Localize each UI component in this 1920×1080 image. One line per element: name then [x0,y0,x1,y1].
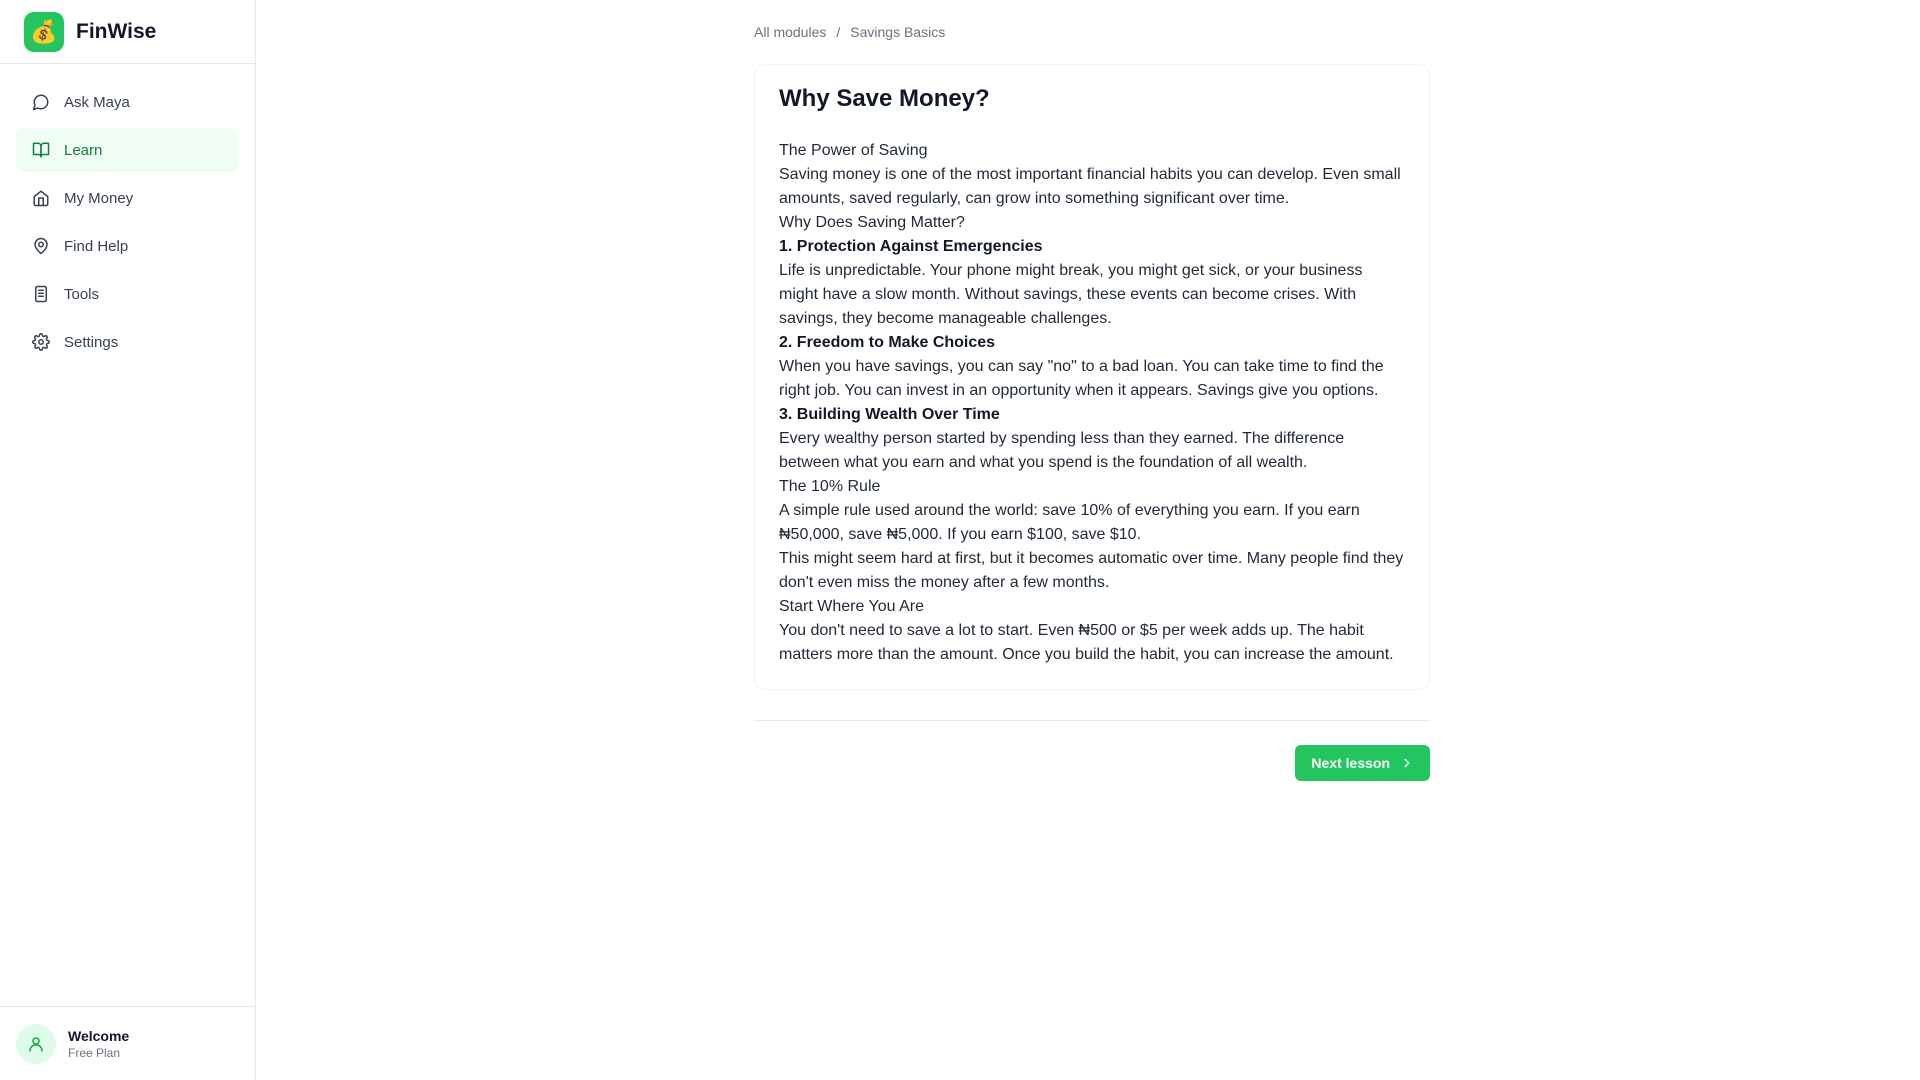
sidebar-nav [0,64,255,380]
user-plan: Free Plan [68,1045,121,1060]
breadcrumb-separator: / [836,24,841,40]
map-pin-icon [32,237,50,255]
user-info [68,1028,129,1060]
home-icon [32,189,50,207]
lesson-content [754,0,1430,781]
lesson-card [754,64,1430,690]
sidebar-item-find-help[interactable] [16,224,239,268]
user-icon [27,1035,45,1053]
lesson-subheading: 2. Freedom to Make Choices [779,334,996,351]
sidebar-item-label: Tools [64,285,100,303]
lesson-paragraph: Why Does Saving Matter? [779,214,965,231]
breadcrumb-all-modules[interactable]: All modules [754,24,827,40]
next-lesson-button[interactable] [1295,745,1430,781]
brand[interactable] [0,0,255,64]
sidebar-item-label: My Money [64,189,134,207]
lesson-paragraph: Life is unpredictable. Your phone might break, you might get sick, or your business might have a slow month. Without savings, these events can become crises. With savings, they become manageable challenges. [779,262,1363,327]
sidebar-item-learn[interactable] [16,128,239,172]
sidebar-item-ask-maya[interactable] [16,80,239,124]
lesson-paragraph: You don't need to save a lot to start. Even ₦500 or $5 per week adds up. The habit matters more than the amount. Once you build the habit, you can increase the amount. [779,622,1394,663]
sidebar-item-label: Settings [64,333,119,351]
breadcrumb [754,24,1430,40]
sidebar-item-label: Learn [64,141,103,159]
lesson-paragraph: When you have savings, you can say "no" to a bad loan. You can take time to find the right job. You can invest in an opportunity when it appears. Savings give you options. [779,358,1384,399]
chevron-right-icon [1400,756,1414,770]
lesson-subheading: 1. Protection Against Emergencies [779,238,1043,255]
book-icon [32,141,50,159]
page-title: Why Save Money? [779,85,990,112]
next-lesson-label: Next lesson [1311,755,1390,771]
lesson-subheading: 3. Building Wealth Over Time [779,406,1000,423]
lesson-paragraph: Start Where You Are [779,598,924,615]
brand-name: FinWise [76,19,157,43]
sidebar-item-settings[interactable] [16,320,239,364]
lesson-paragraph: Saving money is one of the most important financial habits you can develop. Even small amounts, saved regularly, can grow into something significant over time. [779,166,1401,207]
main-area [256,0,1920,1080]
divider [754,720,1430,721]
sidebar-item-label: Find Help [64,237,129,255]
lesson-paragraph: The Power of Saving [779,142,928,159]
lesson-paragraph: A simple rule used around the world: save 10% of everything you earn. If you earn ₦50,000, save ₦5,000. If you earn $100, save $10. [779,502,1360,543]
sidebar-item-tools[interactable] [16,272,239,316]
sidebar-spacer [0,380,255,1006]
avatar [16,1024,56,1064]
lesson-paragraph: Every wealthy person started by spending less than they earned. The difference between what you earn and what you spend is the foundation of all wealth. [779,430,1345,471]
sidebar-item-my-money[interactable] [16,176,239,220]
user-profile[interactable] [0,1006,255,1080]
lesson-paragraph: This might seem hard at first, but it becomes automatic over time. Many people find they don't even miss the money after a few months. [779,550,1404,591]
sidebar [0,0,256,1080]
lesson-body [779,139,1405,667]
gear-icon [32,333,50,351]
chat-icon [32,93,50,111]
sidebar-item-label: Ask Maya [64,93,130,111]
lesson-paragraph: The 10% Rule [779,478,881,495]
calculator-icon [32,285,50,303]
breadcrumb-current: Savings Basics [850,24,946,40]
lesson-navigation [754,745,1430,781]
user-name: Welcome [68,1027,130,1044]
money-bag-icon: 💰 [24,12,64,52]
